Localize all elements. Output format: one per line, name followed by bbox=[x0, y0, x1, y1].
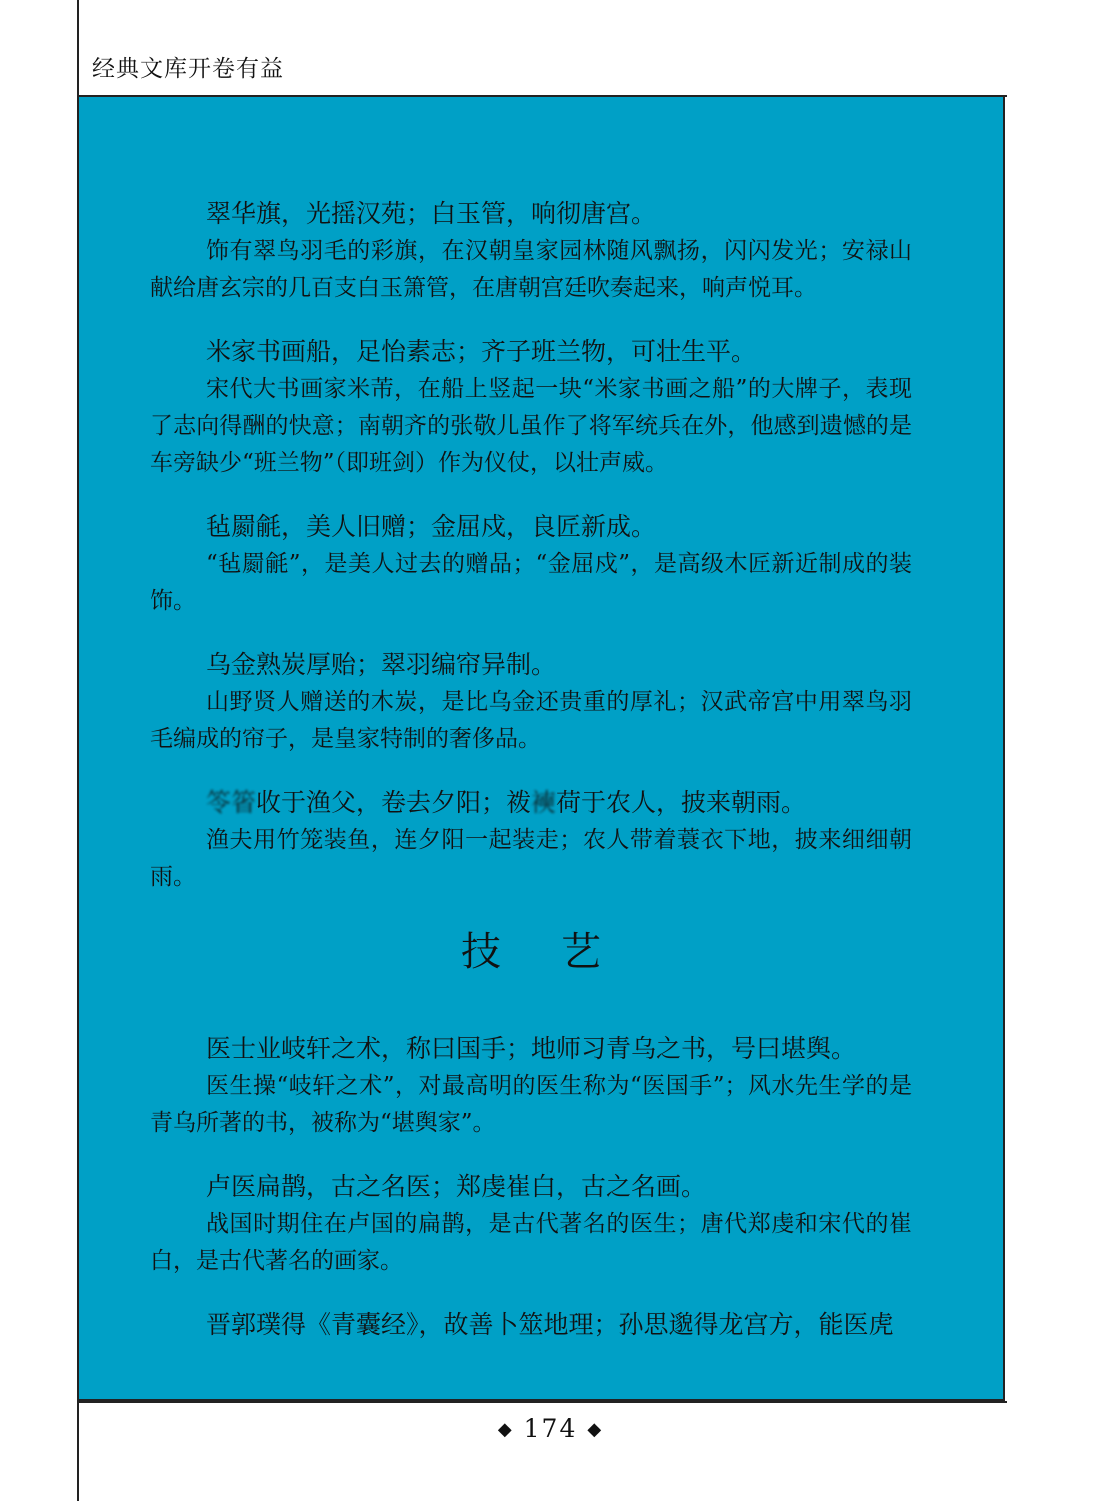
verse-line: 晋郭璞得《青囊经》，故善卜筮地理；孙思邈得龙宫方，能医虎 bbox=[206, 1310, 894, 1339]
running-header: 经典文库开卷有益 bbox=[92, 56, 284, 82]
verse-line: 医士业岐轩之术，称曰国手；地师习青乌之书，号曰堪舆。 bbox=[206, 1034, 857, 1063]
diamond-ornament-icon: ◆ bbox=[497, 1419, 514, 1440]
diamond-ornament-icon: ◆ bbox=[587, 1419, 604, 1440]
verse-line: 米家书画船，足怡素志；齐子班兰物，可壮生平。 bbox=[206, 337, 757, 366]
page-number bbox=[0, 1414, 1101, 1443]
gloss-paragraph: 战国时期住在卢国的扁鹊，是古代著名的医生；唐代郑虔和宋代的崔白，是古代著名的画家。 bbox=[150, 1211, 912, 1274]
verse-line: 乌金熟炭厚贻；翠羽编帘异制。 bbox=[206, 650, 557, 679]
entry bbox=[150, 1030, 912, 1142]
footer-rule bbox=[79, 1401, 1007, 1403]
gloss-paragraph: 医生操“岐轩之术”，对最高明的医生称为“医国手”；风水先生学的是青乌所著的书，被称为“堪舆家”。 bbox=[150, 1073, 912, 1136]
page-body bbox=[150, 195, 912, 1370]
verse-text: 荷于农人，披来朝雨。 bbox=[556, 788, 807, 817]
blurred-characters: 笭箵 bbox=[206, 788, 257, 817]
gloss-paragraph: 宋代大书画家米芾，在船上竖起一块“米家书画之船”的大牌子，表现了志向得酬的快意；南朝齐的张敬儿虽作了将军统兵在外，他感到遗憾的是车旁缺少“班兰物”（即班剑）作为仪仗，以壮声威。 bbox=[150, 376, 912, 476]
entry bbox=[150, 333, 912, 482]
verse-line: 卢医扁鹊，古之名医；郑虔崔白，古之名画。 bbox=[206, 1172, 707, 1201]
blurred-characters: 襫 bbox=[531, 788, 557, 817]
verse-line: 毡罽毹，美人旧赠；金屈戍，良匠新成。 bbox=[206, 512, 657, 541]
entry bbox=[150, 1168, 912, 1280]
gloss-paragraph: 渔夫用竹笼装鱼，连夕阳一起装走；农人带着蓑衣下地，披来细细朝雨。 bbox=[150, 827, 912, 890]
gloss-paragraph: 饰有翠鸟羽毛的彩旗，在汉朝皇家园林随风飘扬，闪闪发光；安禄山献给唐玄宗的几百支白玉箫管，在唐朝宫廷吹奏起来，响声悦耳。 bbox=[150, 238, 912, 301]
verse-text: 收于渔父，卷去夕阳；袯 bbox=[256, 788, 532, 817]
entry bbox=[150, 784, 912, 896]
entry bbox=[150, 1306, 912, 1344]
gloss-paragraph: 山野贤人赠送的木炭，是比乌金还贵重的厚礼；汉武帝宫中用翠鸟羽毛编成的帘子，是皇家特制的奢侈品。 bbox=[150, 689, 912, 752]
entry bbox=[150, 508, 912, 620]
entry bbox=[150, 195, 912, 307]
verse-line: 翠华旗，光摇汉苑；白玉管，响彻唐宫。 bbox=[206, 199, 657, 228]
entry bbox=[150, 646, 912, 758]
section-title: 技艺 bbox=[461, 929, 661, 975]
gloss-paragraph: “毡罽毹”，是美人过去的赠品；“金屈戍”，是高级木匠新近制成的装饰。 bbox=[150, 551, 912, 614]
page-number-value: 174 bbox=[523, 1414, 578, 1443]
verse-line bbox=[150, 784, 912, 822]
